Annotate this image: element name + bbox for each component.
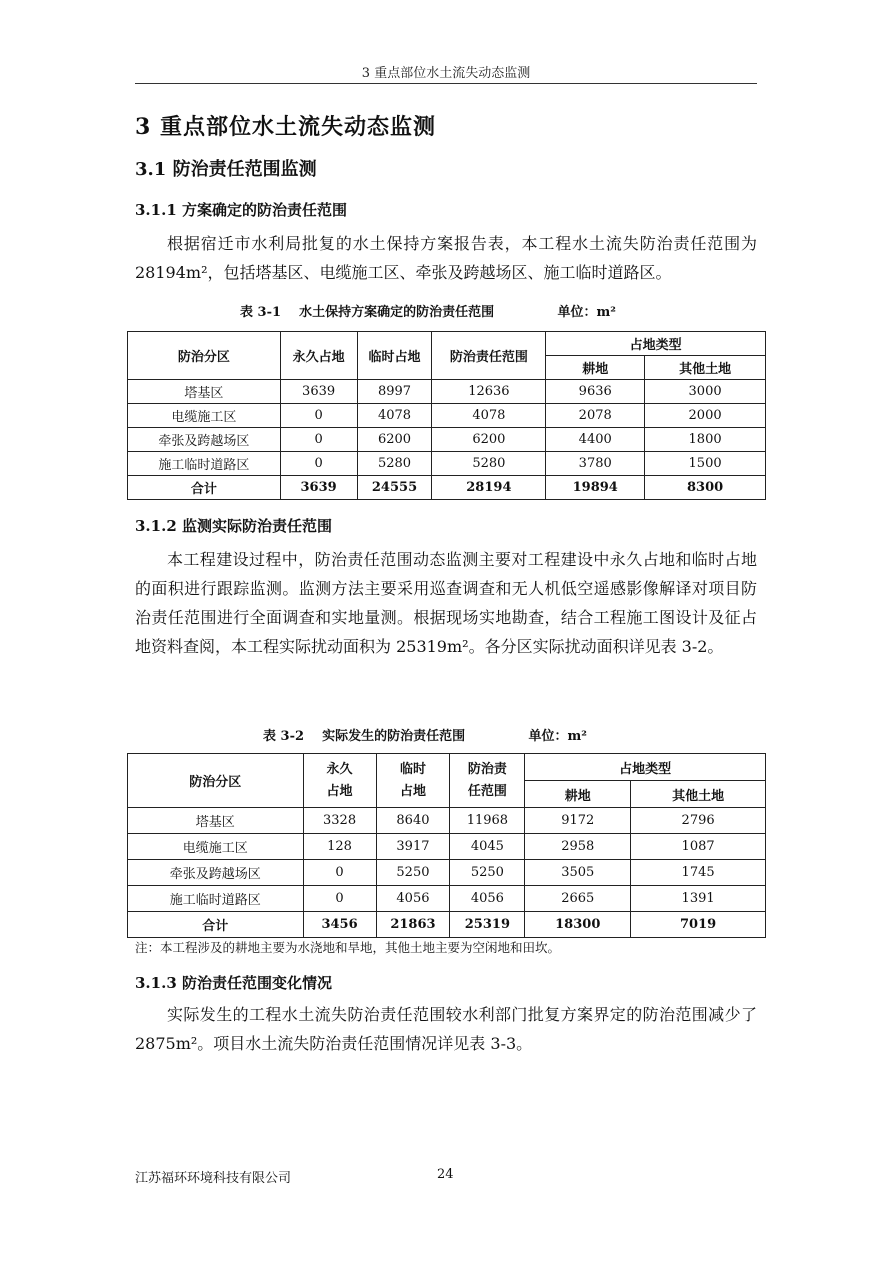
cell-farmland: 9636 — [546, 380, 645, 404]
cell-other: 8300 — [645, 476, 766, 500]
cell-temporary: 4078 — [357, 404, 432, 428]
header-permanent-line2: 占地 — [326, 783, 353, 799]
table-3-2-caption: 表 3-2 实际发生的防治责任范围 单位：m² — [263, 729, 587, 744]
cell-zone: 牵张及跨越场区 — [128, 860, 304, 886]
cell-zone: 牵张及跨越场区 — [128, 428, 281, 452]
cell-zone: 电缆施工区 — [128, 834, 304, 860]
table-row — [128, 860, 766, 886]
footer-company: 江苏福环环境科技有限公司 — [135, 1171, 292, 1186]
table-row — [128, 428, 766, 452]
header-temporary: 临时占地 — [357, 332, 432, 380]
header-temporary-line2: 占地 — [399, 783, 426, 799]
table-total-row — [128, 912, 766, 938]
table-row — [128, 808, 766, 834]
cell-responsibility: 12636 — [432, 380, 546, 404]
header-responsibility — [450, 754, 525, 808]
cell-permanent: 0 — [280, 404, 357, 428]
cell-temporary: 3917 — [376, 834, 450, 860]
table-row — [128, 834, 766, 860]
paragraph-3-1-3: 实际发生的工程水土流失防治责任范围较水利部门批复方案界定的防治范围减少了 2875m²。项目水土流失防治责任范围情况详见表 3-3。 — [135, 1005, 757, 1053]
cell-permanent: 3639 — [280, 380, 357, 404]
cell-zone: 合计 — [128, 476, 281, 500]
cell-temporary: 24555 — [357, 476, 432, 500]
cell-temporary: 8997 — [357, 380, 432, 404]
cell-farmland: 3780 — [546, 452, 645, 476]
header-farmland: 耕地 — [546, 356, 645, 380]
cell-permanent: 0 — [303, 860, 376, 886]
cell-farmland: 2665 — [525, 886, 631, 912]
cell-farmland: 3505 — [525, 860, 631, 886]
cell-responsibility: 6200 — [432, 428, 546, 452]
cell-other: 1391 — [631, 886, 766, 912]
cell-zone: 塔基区 — [128, 808, 304, 834]
cell-farmland: 18300 — [525, 912, 631, 938]
header-other-land: 其他土地 — [645, 356, 766, 380]
cell-temporary: 8640 — [376, 808, 450, 834]
cell-farmland: 19894 — [546, 476, 645, 500]
cell-farmland: 4400 — [546, 428, 645, 452]
cell-zone: 电缆施工区 — [128, 404, 281, 428]
cell-other: 7019 — [631, 912, 766, 938]
header-permanent: 永久占地 — [280, 332, 357, 380]
header-land-type: 占地类型 — [525, 754, 766, 781]
header-rule — [135, 83, 757, 84]
cell-temporary: 4056 — [376, 886, 450, 912]
cell-permanent: 3328 — [303, 808, 376, 834]
cell-permanent: 3456 — [303, 912, 376, 938]
cell-responsibility: 28194 — [432, 476, 546, 500]
cell-temporary: 21863 — [376, 912, 450, 938]
cell-farmland: 2958 — [525, 834, 631, 860]
cell-zone: 塔基区 — [128, 380, 281, 404]
table-note: 注：本工程涉及的耕地主要为水浇地和旱地，其他土地主要为空闲地和田坎。 — [135, 940, 561, 955]
cell-temporary: 5250 — [376, 860, 450, 886]
header-responsibility-line1: 防治责 — [467, 761, 507, 777]
header-responsibility: 防治责任范围 — [432, 332, 546, 380]
cell-permanent: 0 — [303, 886, 376, 912]
section-heading-3-1-1: 3.1.1 方案确定的防治责任范围 — [135, 201, 347, 219]
cell-other: 2000 — [645, 404, 766, 428]
cell-responsibility: 25319 — [450, 912, 525, 938]
header-temporary — [376, 754, 450, 808]
cell-responsibility: 11968 — [450, 808, 525, 834]
chapter-title: 3 重点部位水土流失动态监测 — [135, 114, 436, 140]
table-row — [128, 380, 766, 404]
table-row — [128, 404, 766, 428]
header-responsibility-line2: 任范围 — [467, 783, 507, 799]
cell-zone: 施工临时道路区 — [128, 452, 281, 476]
header-farmland: 耕地 — [525, 781, 631, 808]
page-number: 24 — [437, 1167, 454, 1182]
cell-responsibility: 5280 — [432, 452, 546, 476]
cell-temporary: 5280 — [357, 452, 432, 476]
header-land-type: 占地类型 — [546, 332, 766, 356]
cell-permanent: 128 — [303, 834, 376, 860]
table-row — [128, 452, 766, 476]
cell-other: 3000 — [645, 380, 766, 404]
cell-permanent: 3639 — [280, 476, 357, 500]
cell-responsibility: 4078 — [432, 404, 546, 428]
cell-other: 1500 — [645, 452, 766, 476]
paragraph-3-1-2: 本工程建设过程中，防治责任范围动态监测主要对工程建设中永久占地和临时占地的面积进行跟踪监测。监测方法主要采用巡查调查和无人机低空遥感影像解译对项目防治责任范围进行全面调查和实地量测。根据现场实地勘查，结合工程施工图设计及征占地资料查阅，本工程实际扰动面积为 25319m²。各分区实际扰动面积详见表 3-2。 — [135, 550, 757, 656]
section-heading-3-1-3: 3.1.3 防治责任范围变化情况 — [135, 974, 332, 992]
header-permanent — [303, 754, 376, 808]
cell-zone: 合计 — [128, 912, 304, 938]
header-temporary-line1: 临时 — [399, 761, 426, 777]
cell-responsibility: 4045 — [450, 834, 525, 860]
cell-responsibility: 5250 — [450, 860, 525, 886]
cell-other: 1087 — [631, 834, 766, 860]
cell-permanent: 0 — [280, 428, 357, 452]
header-zone: 防治分区 — [128, 332, 281, 380]
table-total-row — [128, 476, 766, 500]
table-row — [128, 886, 766, 912]
cell-other: 1800 — [645, 428, 766, 452]
section-heading-3-1: 3.1 防治责任范围监测 — [135, 159, 317, 180]
section-heading-3-1-2: 3.1.2 监测实际防治责任范围 — [135, 517, 332, 535]
header-zone: 防治分区 — [128, 754, 304, 808]
running-header: 3 重点部位水土流失动态监测 — [361, 66, 531, 81]
cell-farmland: 2078 — [546, 404, 645, 428]
paragraph-3-1-1: 根据宿迁市水利局批复的水土保持方案报告表，本工程水土流失防治责任范围为 28194m²，包括塔基区、电缆施工区、牵张及跨越场区、施工临时道路区。 — [135, 234, 757, 282]
cell-zone: 施工临时道路区 — [128, 886, 304, 912]
cell-other: 2796 — [631, 808, 766, 834]
cell-other: 1745 — [631, 860, 766, 886]
header-other-land: 其他土地 — [631, 781, 766, 808]
cell-temporary: 6200 — [357, 428, 432, 452]
cell-responsibility: 4056 — [450, 886, 525, 912]
cell-farmland: 9172 — [525, 808, 631, 834]
table-3-1 — [127, 331, 766, 500]
header-permanent-line1: 永久 — [326, 761, 353, 777]
table-3-2 — [127, 753, 766, 938]
cell-permanent: 0 — [280, 452, 357, 476]
table-3-1-caption: 表 3-1 水土保持方案确定的防治责任范围 单位：m² — [240, 305, 616, 320]
